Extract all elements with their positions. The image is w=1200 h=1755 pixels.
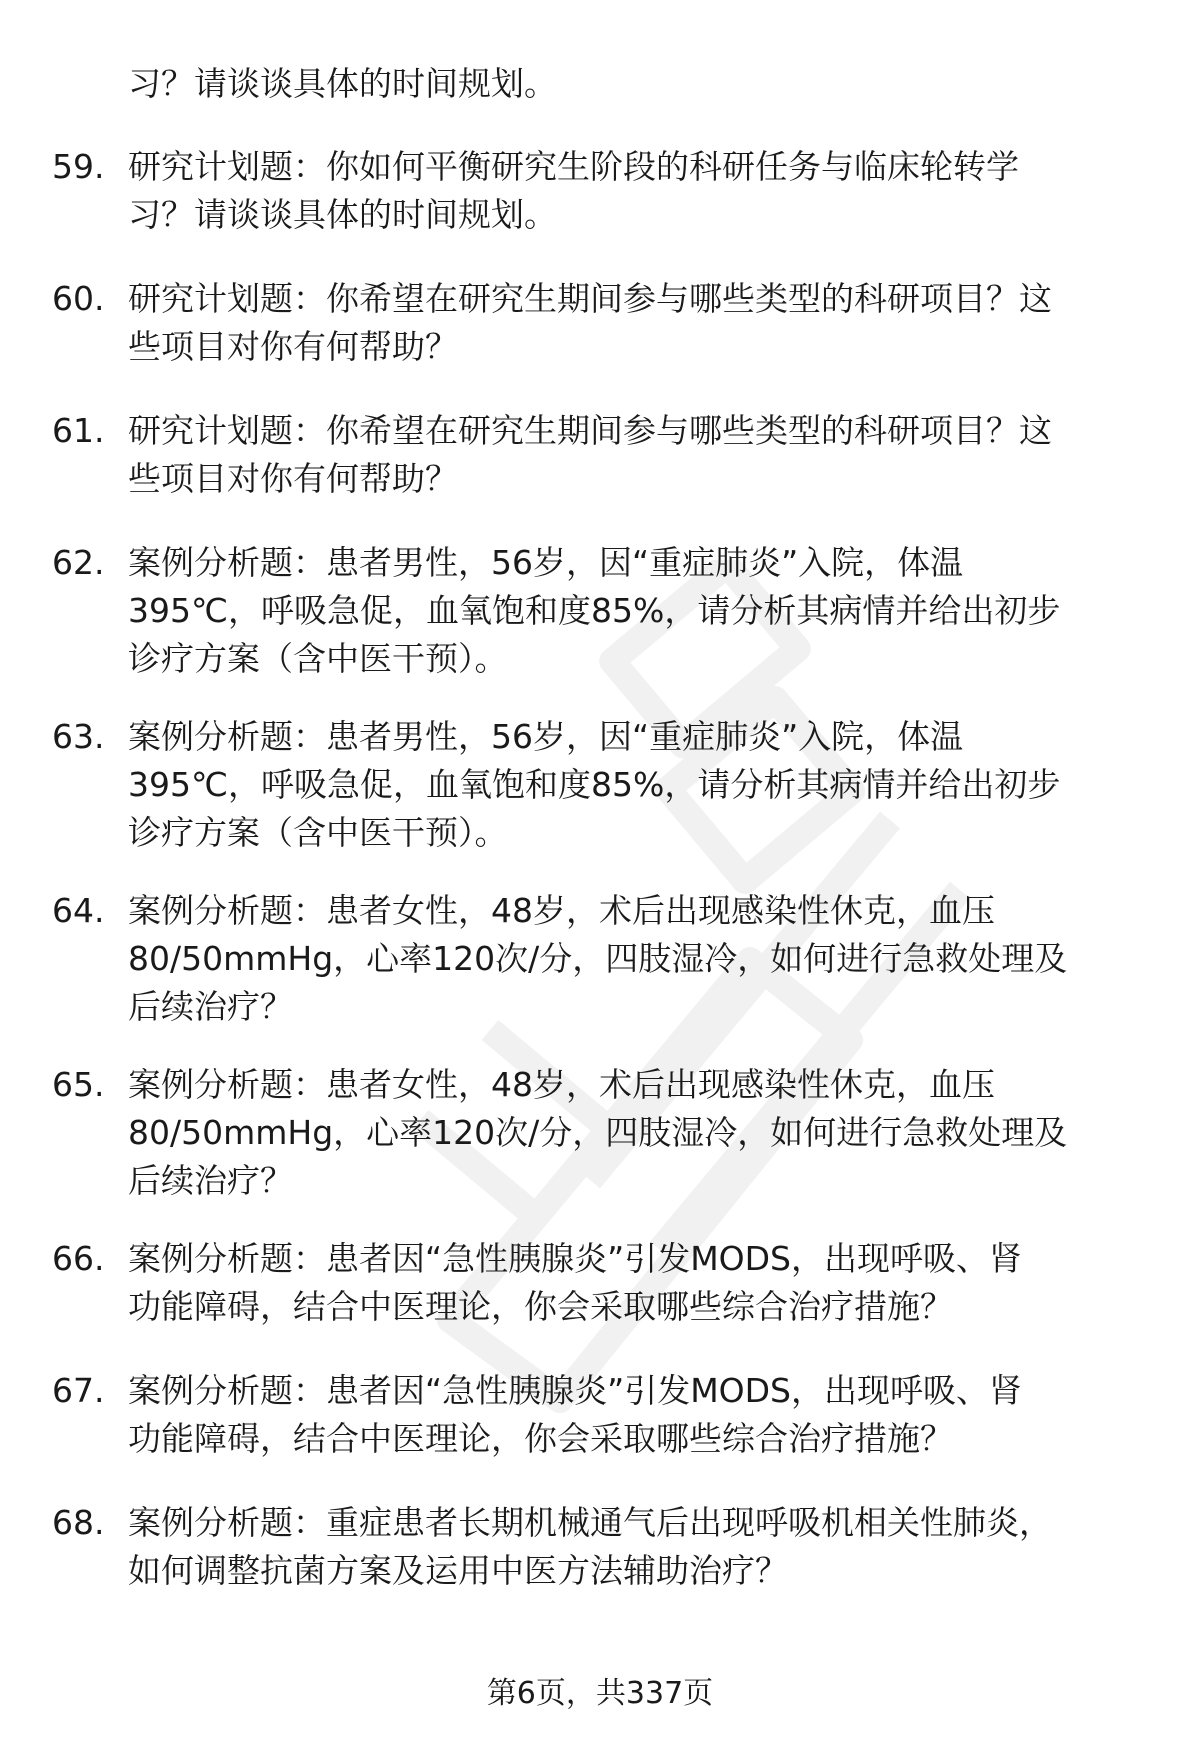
item-text <box>128 1061 1158 1205</box>
list-item <box>0 275 1200 407</box>
item-line: 研究计划题：你如何平衡研究生阶段的科研任务与临床轮转学 <box>128 147 1019 186</box>
continuation-line: 习？请谈谈具体的时间规划。 <box>128 64 557 103</box>
list-item <box>0 1061 1200 1235</box>
item-line: 研究计划题：你希望在研究生期间参与哪些类型的科研项目？这 <box>128 411 1052 450</box>
item-text <box>128 1367 1158 1463</box>
list-item <box>0 143 1200 275</box>
list-item <box>0 713 1200 887</box>
item-line: 案例分析题：患者女性，48岁，术后出现感染性休克，血压 <box>128 1065 995 1104</box>
item-line: 些项目对你有何帮助？ <box>128 459 458 498</box>
item-number: 68. <box>52 1503 105 1542</box>
item-line: 案例分析题：重症患者长期机械通气后出现呼吸机相关性肺炎， <box>128 1503 1052 1542</box>
item-number: 67. <box>52 1371 105 1410</box>
item-number: 62. <box>52 543 105 582</box>
list-item <box>0 407 1200 539</box>
item-number: 60. <box>52 279 105 318</box>
item-text <box>128 143 1158 239</box>
item-line: 395℃，呼吸急促，血氧饱和度85%，请分析其病情并给出初步 <box>128 765 1061 804</box>
item-line: 诊疗方案（含中医干预）。 <box>128 813 508 852</box>
item-text <box>128 887 1158 1031</box>
item-line: 功能障碍，结合中医理论，你会采取哪些综合治疗措施？ <box>128 1287 953 1326</box>
item-text <box>128 275 1158 371</box>
item-line: 案例分析题：患者男性，56岁，因“重症肺炎”入院，体温 <box>128 717 964 756</box>
item-line: 习？请谈谈具体的时间规划。 <box>128 195 557 234</box>
list-item <box>0 539 1200 713</box>
item-number: 63. <box>52 717 105 756</box>
item-number: 66. <box>52 1239 105 1278</box>
item-text <box>128 1499 1158 1595</box>
list-item <box>0 1499 1200 1599</box>
item-number: 65. <box>52 1065 105 1104</box>
item-line: 395℃，呼吸急促，血氧饱和度85%，请分析其病情并给出初步 <box>128 591 1061 630</box>
item-line: 案例分析题：患者因“急性胰腺炎”引发MODS，出现呼吸、肾 <box>128 1239 1022 1278</box>
item-line: 诊疗方案（含中医干预）。 <box>128 639 508 678</box>
item-line: 后续治疗？ <box>128 987 293 1026</box>
item-line: 些项目对你有何帮助？ <box>128 327 458 366</box>
item-line: 功能障碍，结合中医理论，你会采取哪些综合治疗措施？ <box>128 1419 953 1458</box>
list-item <box>0 887 1200 1061</box>
list-item <box>0 1235 1200 1367</box>
item-line: 后续治疗？ <box>128 1161 293 1200</box>
item-text <box>128 1235 1158 1331</box>
item-number: 64. <box>52 891 105 930</box>
item-line: 80/50mmHg，心率120次/分，四肢湿冷，如何进行急救处理及 <box>128 939 1068 978</box>
question-list <box>0 143 1200 1599</box>
list-item <box>0 1367 1200 1499</box>
item-line: 案例分析题：患者男性，56岁，因“重症肺炎”入院，体温 <box>128 543 964 582</box>
item-line: 研究计划题：你希望在研究生期间参与哪些类型的科研项目？这 <box>128 279 1052 318</box>
item-line: 80/50mmHg，心率120次/分，四肢湿冷，如何进行急救处理及 <box>128 1113 1068 1152</box>
item-line: 如何调整抗菌方案及运用中医方法辅助治疗？ <box>128 1551 788 1590</box>
item-line: 案例分析题：患者因“急性胰腺炎”引发MODS，出现呼吸、肾 <box>128 1371 1022 1410</box>
page-number-footer: 第6页，共337页 <box>486 1676 714 1711</box>
item-text <box>128 713 1158 857</box>
item-text <box>128 539 1158 683</box>
item-number: 61. <box>52 411 105 450</box>
item-number: 59. <box>52 147 105 186</box>
item-text <box>128 407 1158 503</box>
item-line: 案例分析题：患者女性，48岁，术后出现感染性休克，血压 <box>128 891 995 930</box>
